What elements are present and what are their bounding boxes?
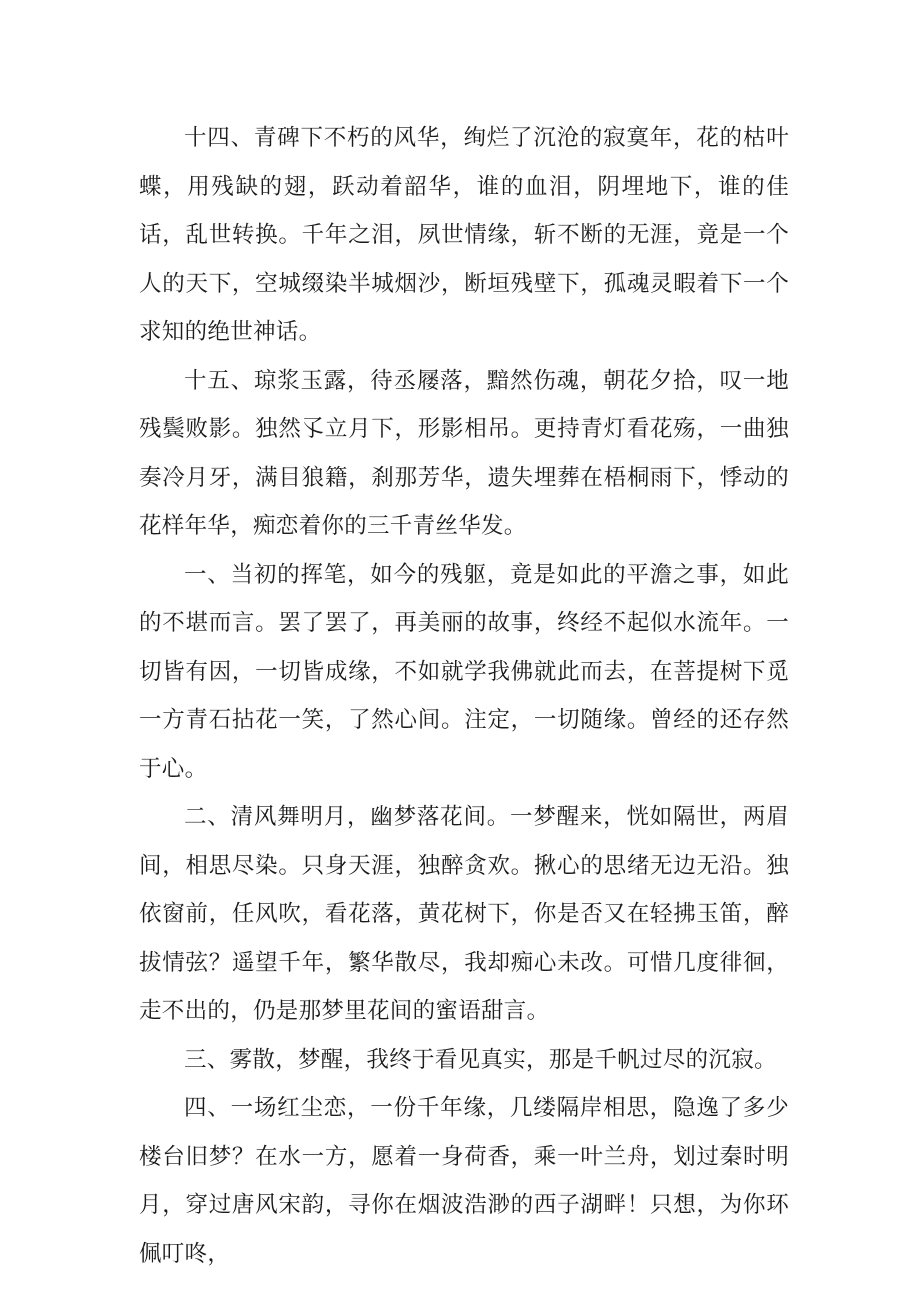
paragraph-3: 三、雾散，梦醒，我终于看见真实，那是千帆过尽的沉寂。 xyxy=(184,1046,777,1073)
paragraph-4: 四、一场红尘恋，一份千年缘，几缕隔岸相思，隐逸了多少楼台旧梦？在水一方，愿着一身荷香，乘一叶兰舟，划过秦时明月，穿过唐风宋韵，寻你在烟波浩渺的西子湖畔！只想，为你环佩叮咚， xyxy=(139,1095,789,1267)
paragraph-1: 一、当初的挥笔，如今的残躯，竟是如此的平澹之事，如此的不堪而言。罢了罢了，再美丽的故事，终经不起似水流年。一切皆有因，一切皆成缘，不如就学我佛就此而去，在菩提树下觅一方青石拈花一笑，了然心间。注定，一切随缘。曾经的还存然于心。 xyxy=(139,561,789,782)
paragraph-2: 二、清风舞明月，幽梦落花间。一梦醒来，恍如隔世，两眉间，相思尽染。只身天涯，独醉贪欢。揪心的思绪无边无沿。独依窗前，任风吹，看花落，黄花树下，你是否又在轻拂玉笛，醉拔情弦？遥望千年，繁华散尽，我却痴心未改。可惜几度徘徊，走不出的，仍是那梦里花间的蜜语甜言。 xyxy=(139,804,789,1024)
paragraph-15: 十五、琼浆玉露，待丞屦落，黯然伤魂，朝花夕拾，叹一地残鬓败影。独然孓立月下，形影相吊。更持青灯看花殇，一曲独奏冷月牙，满目狼籍，刹那芳华，遗失埋葬在梧桐雨下，悸动的花样年华，痴恋着你的三千青丝华发。 xyxy=(139,367,789,539)
document-body xyxy=(139,114,789,1278)
paragraph-14: 十四、青碑下不朽的风华，绚烂了沉沧的寂寞年，花的枯叶蝶，用残缺的翅，跃动着韶华，谁的血泪，阴埋地下，谁的佳话，乱世转换。千年之泪，夙世情缘，斩不断的无涯，竟是一个人的天下，空城缀染半城烟沙，断垣残壁下，孤魂灵暇着下一个求知的绝世神话。 xyxy=(139,125,789,345)
